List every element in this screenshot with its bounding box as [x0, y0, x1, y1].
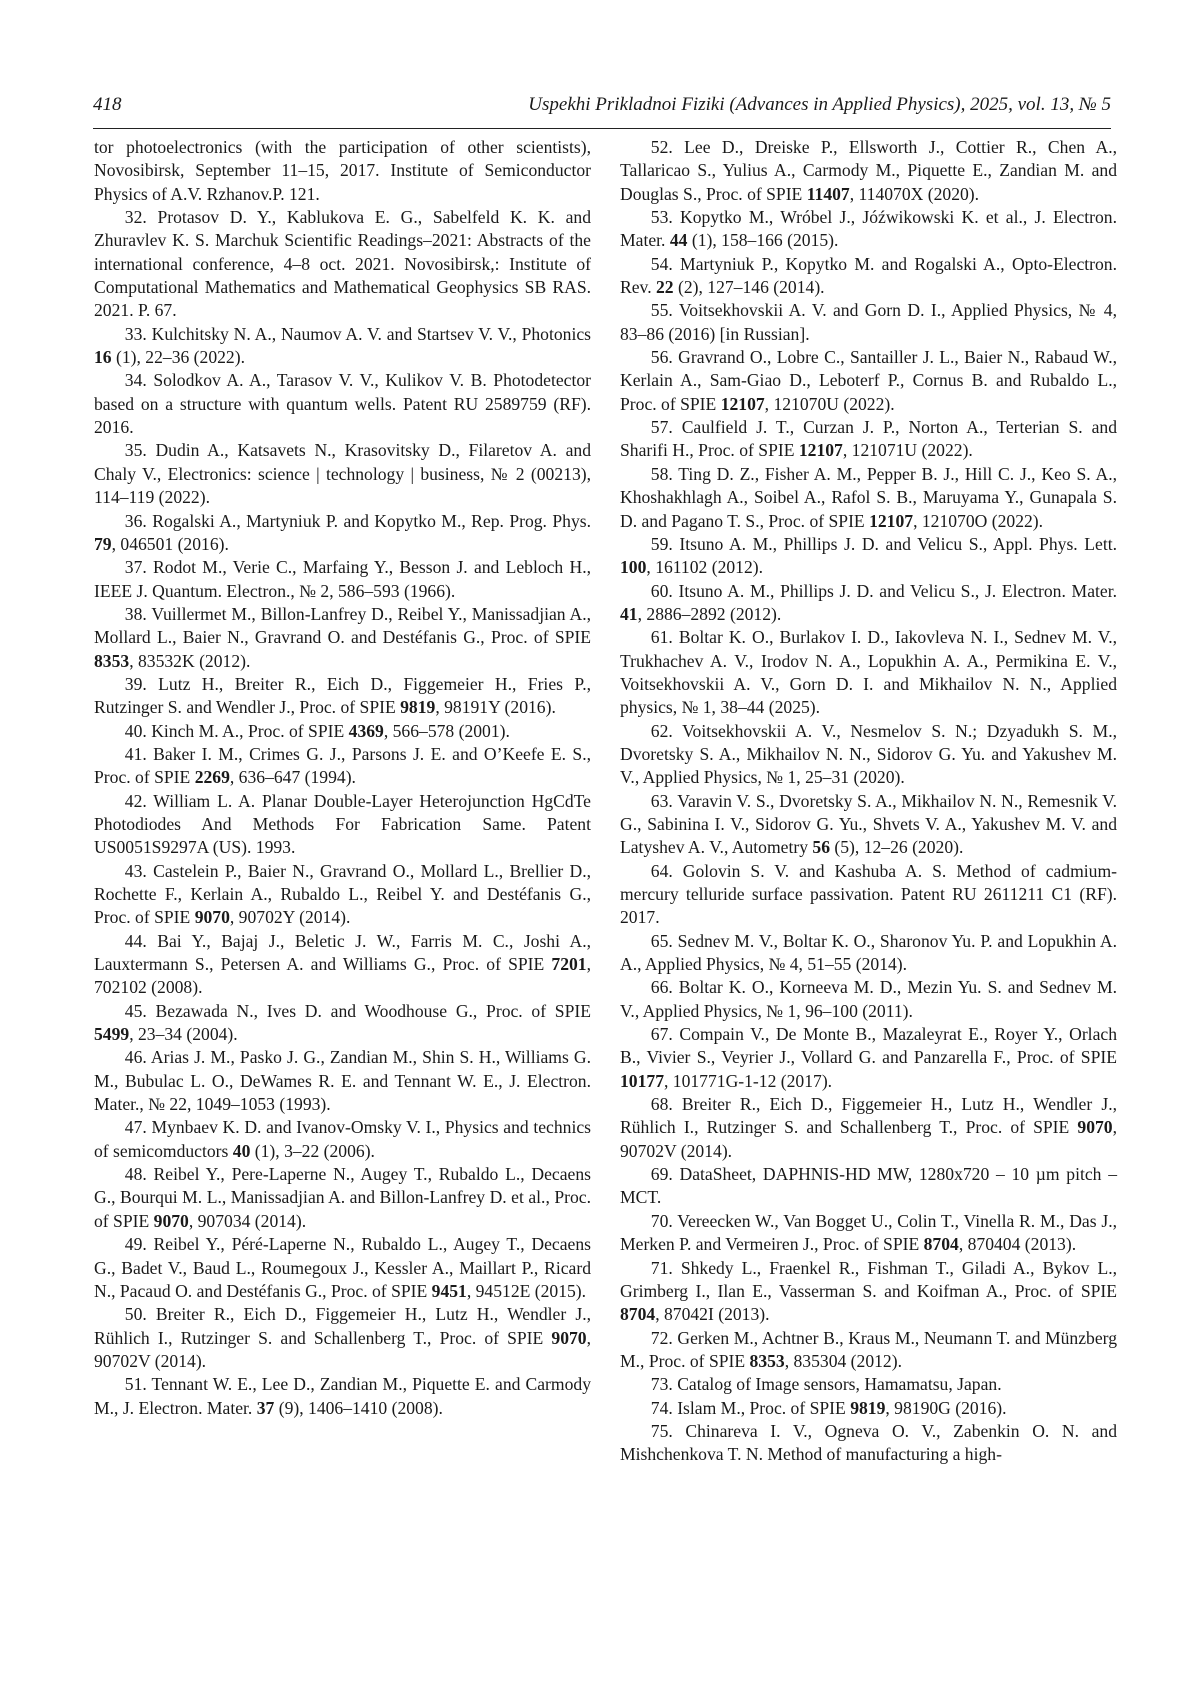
reference-38: 38. Vuillermet M., Billon-Lanfrey D., Reibel Y., Manissadjian A., Mollard L., Baier N., Gravrand O. and Destéfanis G., Proc. of SPIE 8353, 83532K (2012). [94, 603, 591, 673]
reference-61: 61. Boltar K. O., Burlakov I. D., Iakovleva N. I., Sednev M. V., Trukhachev A. V., Irodov N. A., Lopu­khin A. A., Permikina E. V., Voitsekhovskii A. V., Gorn D. I. and Mikhailov N. N., Applied physics, № 1, 38–44 (2025). [620, 626, 1117, 719]
reference-53: 53. Kopytko M., Wróbel J., Jóźwikowski K. et al., J. Electron. Mater. 44 (1), 158–166 (2015). [620, 206, 1117, 253]
reference-39: 39. Lutz H., Breiter R., Eich D., Figgemeier H., Fries P., Rutzinger S. and Wendler J., Proc. of SPIE 9819, 98191Y (2016). [94, 673, 591, 720]
reference-35: 35. Dudin A., Katsavets N., Krasovitsky D., Fila­retov A. and Chaly V., Electronics: science | technology | business, № 2 (00213), 114–119 (2022). [94, 439, 591, 509]
reference-44: 44. Bai Y., Bajaj J., Beletic J. W., Farris M. C., Joshi A., Lauxtermann S., Petersen A. and Williams G., Proc. of SPIE 7201, 702102 (2008). [94, 930, 591, 1000]
reference-45: 45. Bezawada N., Ives D. and Woodhouse G., Proc. of SPIE 5499, 23–34 (2004). [94, 1000, 591, 1047]
reference-49: 49. Reibel Y., Péré-Laperne N., Rubaldo L., Augey T., Decaens G., Badet V., Baud L., Roumegoux J., Kessler A., Maillart P., Ricard N., Pacaud O. and Destéfanis G., Proc. of SPIE 9451, 94512E (2015). [94, 1233, 591, 1303]
reference-41: 41. Baker I. M., Crimes G. J., Parsons J. E. and O’Keefe E. S., Proc. of SPIE 2269, 636–647 (1994). [94, 743, 591, 790]
reference-71: 71. Shkedy L., Fraenkel R., Fishman T., Giladi A., Bykov L., Grimberg I., Ilan E., Vasserman S. and Koifman A., Proc. of SPIE 8704, 87042I (2013). [620, 1257, 1117, 1327]
reference-66: 66. Boltar K. O., Korneeva M. D., Mezin Yu. S. and Sednev M. V., Applied Physics, № 1, 96–100 (2011). [620, 976, 1117, 1023]
running-title: Uspekhi Prikladnoi Fiziki (Advances in Applied Physics), 2025, vol. 13, № 5 [528, 94, 1111, 116]
reference-40: 40. Kinch M. A., Proc. of SPIE 4369, 566–578 (2001). [94, 720, 591, 743]
reference-63: 63. Varavin V. S., Dvoretsky S. A., Mikhailov N. N., Remesnik V. G., Sabinina I. V., Sidorov G. Yu., Shvets V. A., Yakushev M. V. and Latyshev A. V., Autometry 56 (5), 12–26 (2020). [620, 790, 1117, 860]
reference-37: 37. Rodot M., Verie C., Marfaing Y., Besson J. and Lebloch H., IEEE J. Quantum. Electron., № 2, 586–593 (1966). [94, 556, 591, 603]
reference-70: 70. Vereecken W., Van Bogget U., Colin T., Vinella R. M., Das J., Merken P. and Vermeiren J., Proc. of SPIE 8704, 870404 (2013). [620, 1210, 1117, 1257]
reference-64: 64. Golovin S. V. and Kashuba A. S. Method of cad­mium-mercury telluride surface passivation. Patent RU 2611211 C1 (RF). 2017. [620, 860, 1117, 930]
journal-page [0, 0, 1200, 1698]
reference-57: 57. Caulfield J. T., Curzan J. P., Norton A., Terteri­an S. and Sharifi H., Proc. of SPIE 12107, 121071U (2022). [620, 416, 1117, 463]
reference-43: 43. Castelein P., Baier N., Gravrand O., Mollard L., Brellier D., Rochette F., Kerlain A., Rubaldo L., Reibel Y. and Destéfanis G., Proc. of SPIE 9070, 90702Y (2014). [94, 860, 591, 930]
reference-60: 60. Itsuno A. M., Phillips J. D. and Velicu S., J. Elec­tron. Mater. 41, 2886–2892 (2012). [620, 580, 1117, 627]
reference-continuation: tor photoelectronics (with the participation of other scien­tists), Novosibirsk, September 11–15, 2017. Institute of Semiconductor Physics of A.V. Rzhanov.P. 121. [94, 136, 591, 206]
reference-72: 72. Gerken M., Achtner B., Kraus M., Neumann T. and Münzberg M., Proc. of SPIE 8353, 835304 (2012). [620, 1327, 1117, 1374]
reference-65: 65. Sednev M. V., Boltar K. O., Sharonov Yu. P. and Lopukhin A. A., Applied Physics, № 4, 51–55 (2014). [620, 930, 1117, 977]
reference-68: 68. Breiter R., Eich D., Figgemeier H., Lutz H., Wendler J., Rühlich I., Rutzinger S. and Schallenberg T., Proc. of SPIE 9070, 90702V (2014). [620, 1093, 1117, 1163]
reference-54: 54. Martyniuk P., Kopytko M. and Rogalski A., Opto-Electron. Rev. 22 (2), 127–146 (2014). [620, 253, 1117, 300]
reference-47: 47. Mynbaev K. D. and Ivanov-Omsky V. I., Physics and technics of semicomductors 40 (1), 3–22 (2006). [94, 1116, 591, 1163]
reference-62: 62. Voitsekhovskii A. V., Nesmelov S. N.; Dzya­dukh S. M., Dvoretsky S. A., Mikhailov N. N., Sido­rov G. Yu. and Yakushev M. V., Applied Physics, № 1, 25–31 (2020). [620, 720, 1117, 790]
references-left-column [94, 136, 591, 1420]
reference-51: 51. Tennant W. E., Lee D., Zandian M., Piquette E. and Carmody M., J. Electron. Mater. 37 (9), 1406–1410 (2008). [94, 1373, 591, 1420]
reference-67: 67. Compain V., De Monte B., Mazaleyrat E., Roy­er Y., Orlach B., Vivier S., Veyrier J., Vollard G. and Panzarella F., Proc. of SPIE 10177, 101771G-1-12 (2017). [620, 1023, 1117, 1093]
reference-48: 48. Reibel Y., Pere-Laperne N., Augey T., Rubal­do L., Decaens G., Bourqui M. L., Manissadjian A. and Billon-Lanfrey D. et al., Proc. of SPIE 9070, 907034 (2014). [94, 1163, 591, 1233]
reference-36: 36. Rogalski A., Martyniuk P. and Kopytko M., Rep. Prog. Phys. 79, 046501 (2016). [94, 510, 591, 557]
reference-50: 50. Breiter R., Eich D., Figgemeier H., Lutz H., Wendler J., Rühlich I., Rutzinger S. and Schallenberg T., Proc. of SPIE 9070, 90702V (2014). [94, 1303, 591, 1373]
reference-56: 56. Gravrand O., Lobre C., Santailler J. L., Baier N., Rabaud W., Kerlain A., Sam-Giao D., Leboterf P., Cor­nus B. and Rubaldo L., Proc. of SPIE 12107, 121070U (2022). [620, 346, 1117, 416]
page-number: 418 [93, 94, 122, 116]
reference-55: 55. Voitsekhovskii A. V. and Gorn D. I., Applied Physics, № 4, 83–86 (2016) [in Russian]. [620, 299, 1117, 346]
reference-75: 75. Chinareva I. V., Ogneva O. V., Zabenkin O. N. and Mishchenkova T. N. Method of manufacturing a high- [620, 1420, 1117, 1467]
reference-52: 52. Lee D., Dreiske P., Ellsworth J., Cottier R., Chen A., Tallaricao S., Yulius A., Carmody M., Piquette E., Zandian M. and Douglas S., Proc. of SPIE 11407, 114070X (2020). [620, 136, 1117, 206]
reference-34: 34. Solodkov A. A., Tarasov V. V., Kulikov V. B. Photodetector based on a structure with quantum wells. Patent RU 2589759 (RF). 2016. [94, 369, 591, 439]
reference-59: 59. Itsuno A. M., Phillips J. D. and Velicu S., Appl. Phys. Lett. 100, 161102 (2012). [620, 533, 1117, 580]
reference-73: 73. Catalog of Image sensors, Hamamatsu, Japan. [620, 1373, 1117, 1396]
reference-42: 42. William L. A. Planar Double-Layer Hetero­junction HgCdTe Photodiodes And Methods For Fabrication Same. Patent US0051S9297A (US). 1993. [94, 790, 591, 860]
references-right-column [620, 136, 1117, 1467]
reference-74: 74. Islam M., Proc. of SPIE 9819, 98190G (2016). [620, 1397, 1117, 1420]
reference-33: 33. Kulchitsky N. A., Naumov A. V. and Startsev V. V., Photonics 16 (1), 22–36 (2022). [94, 323, 591, 370]
reference-46: 46. Arias J. M., Pasko J. G., Zandian M., Shin S. H., Williams G. M., Bubulac L. O., DeWames R. E. and Tennant W. E., J. Electron. Mater., № 22, 1049–1053 (1993). [94, 1046, 591, 1116]
page-header [93, 92, 1111, 129]
reference-32: 32. Protasov D. Y., Kablukova E. G., Sabelfeld K. K. and Zhuravlev K. S. Marchuk Scientific Readings–2021: Abstracts of the international conference, 4–8 oct. 2021. Novosibirsk,: Institute of Computational Mathematics and Mathematical Geophysics SB RAS. 2021. P. 67. [94, 206, 591, 323]
reference-58: 58. Ting D. Z., Fisher A. M., Pepper B. J., Hill C. J., Keo S. A., Khoshakhlagh A., Soibel A., Rafol S. B., Maruyama Y., Gunapala S. D. and Pagano T. S., Proc. of SPIE 12107, 121070O (2022). [620, 463, 1117, 533]
reference-69: 69. DataSheet, DAPHNIS-HD MW, 1280x720 – 10 µm pitch – MCT. [620, 1163, 1117, 1210]
